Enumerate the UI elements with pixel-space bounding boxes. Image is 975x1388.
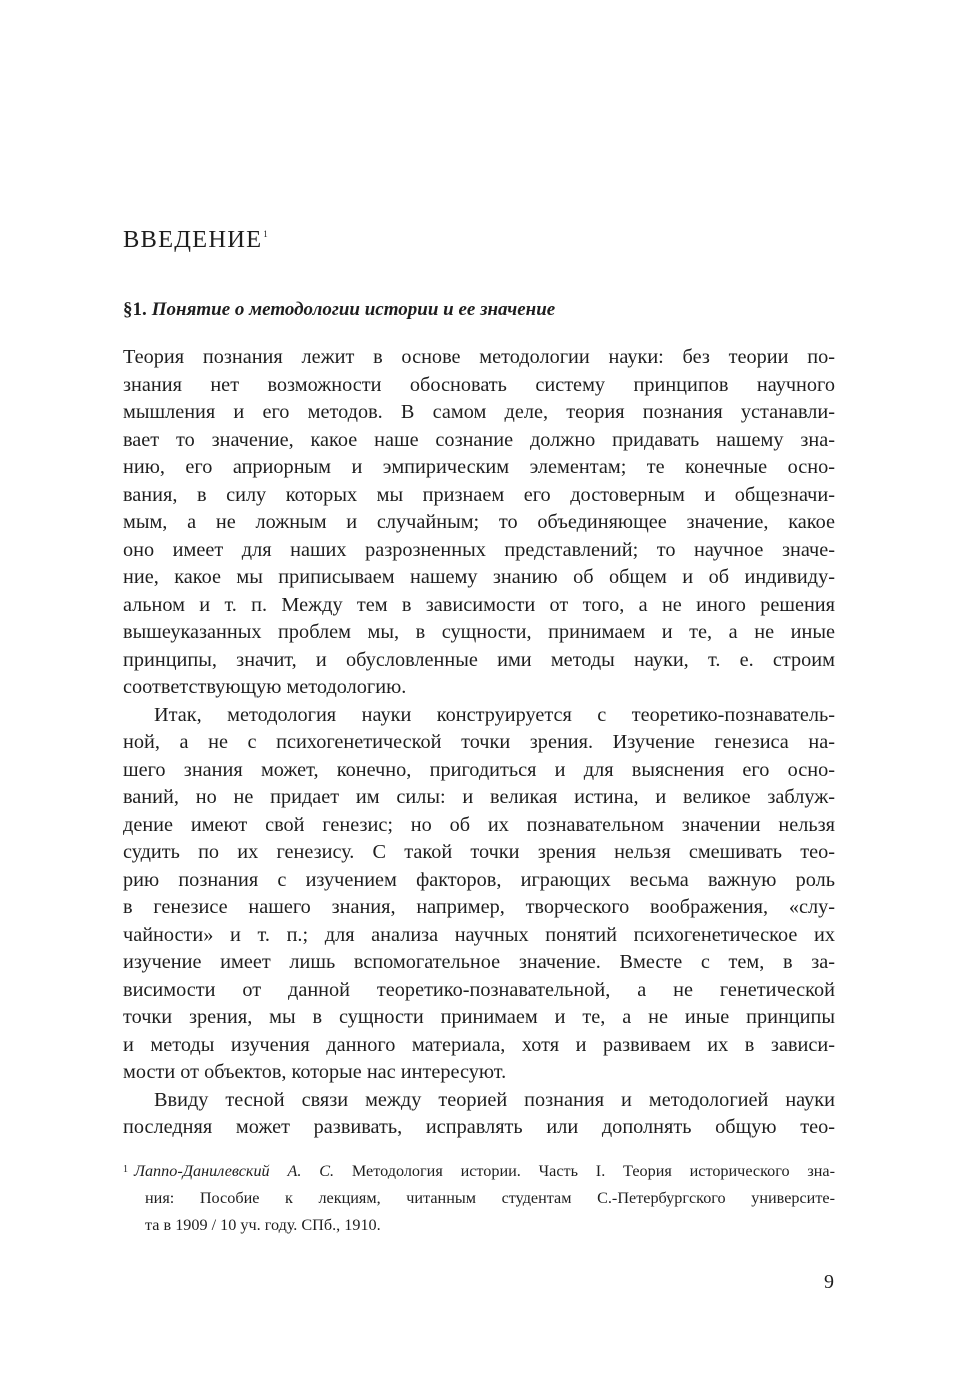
footnote-marker: 1 — [123, 1164, 128, 1175]
paragraph-3 — [123, 1087, 835, 1142]
text-line: и методы изучения данного материала, хотя и развиваем их в зависи- — [123, 1033, 835, 1056]
text-line: ной, а не с психогенетической точки зрения. Изучение генезиса на- — [123, 731, 835, 753]
footnote-line: ния: Пособие к лекциям, читанным студентам С.-Петербургского университе- — [145, 1189, 835, 1207]
footnote — [123, 1158, 835, 1239]
text-line: вышеуказанных проблем мы, в сущности, принимаем и те, а не иные — [123, 621, 835, 643]
text-line: чайности» и т. п.; для анализа научных понятий психогенетическое их — [123, 923, 835, 946]
text-line: знания нет возможности обосновать систему принципов научного — [123, 373, 835, 396]
text-line: вает то значение, какое наше сознание должно придавать нашему зна- — [123, 428, 835, 451]
page-number: 9 — [824, 1271, 834, 1293]
text-line: последняя может развивать, исправлять или дополнять общую тео- — [123, 1116, 835, 1138]
text-line: мышления и его методов. В самом деле, теория познания устанавли- — [123, 401, 835, 423]
text-line: мости от объектов, которые нас интересуют. — [123, 1061, 507, 1083]
section-heading — [123, 300, 555, 319]
footnote-reference[interactable]: 1 — [263, 229, 268, 239]
text-line: альном и т. п. Между тем в зависимости от того, а не иного решения — [123, 593, 835, 616]
text-line: Итак, методология науки конструируется с теоретико-познаватель- — [154, 703, 835, 726]
footnote-author: Лаппо-Данилевский А. С. — [134, 1162, 335, 1180]
paragraph-1 — [123, 344, 835, 702]
chapter-title — [123, 228, 268, 253]
text-line: судить по их генезису. С такой точки зрения нельзя смешивать тео- — [123, 841, 835, 863]
text-line: висимости от данной теоретико-познавательной, а не генетической — [123, 978, 835, 1001]
text-line: ние, какое мы приписываем нашему знанию об общем и об индивиду- — [123, 566, 835, 588]
section-title: Понятие о методологии истории и ее значение — [151, 299, 556, 320]
paragraph-2 — [123, 702, 835, 1087]
section-number: §1. — [123, 299, 147, 320]
text-line: в генезисе нашего знания, например, творческого воображения, «слу- — [123, 896, 835, 918]
text-line: Ввиду тесной связи между теорией познания и методологией науки — [154, 1088, 835, 1111]
footnote-line — [123, 1158, 835, 1185]
text-line: изучение имеет лишь вспомогательное значение. Вместе с тем, в за- — [123, 951, 835, 973]
body-text — [123, 344, 835, 1142]
text-line: вания, в силу которых мы признаем его достоверным и общезначи- — [123, 483, 835, 506]
footnote-text: Методология истории. Часть I. Теория исторического зна- — [334, 1162, 836, 1180]
text-line: шего знания может, конечно, пригодиться и для выяснения его осно- — [123, 758, 835, 781]
text-line: принципы, значит, и обусловленные ими методы науки, т. е. строим — [123, 648, 835, 671]
text-line: оно имеет для наших разрозненных представлений; то научное значе- — [123, 538, 835, 561]
text-line: нию, его априорным и эмпирическим элементам; те конечные осно- — [123, 456, 835, 478]
text-line: точки зрения, мы в сущности принимаем и те, а не иные принципы — [123, 1006, 835, 1028]
text-line: ваний, но не придает им силы: и великая истина, и великое заблуж- — [123, 786, 835, 808]
text-line: соответствующую методологию. — [123, 676, 407, 698]
chapter-title-text: ВВЕДЕНИЕ — [123, 226, 263, 253]
footnote-line: та в 1909 / 10 уч. году. СПб., 1910. — [145, 1216, 381, 1234]
text-line: Теория познания лежит в основе методологии науки: без теории по- — [123, 346, 835, 368]
text-line: дение имеют свой генезис; но об их познавательном значении нельзя — [123, 813, 835, 836]
text-line: мым, а не ложным и случайным; то объединяющее значение, какое — [123, 511, 835, 533]
text-line: рию познания с изучением факторов, играющих весьма важную роль — [123, 868, 835, 891]
